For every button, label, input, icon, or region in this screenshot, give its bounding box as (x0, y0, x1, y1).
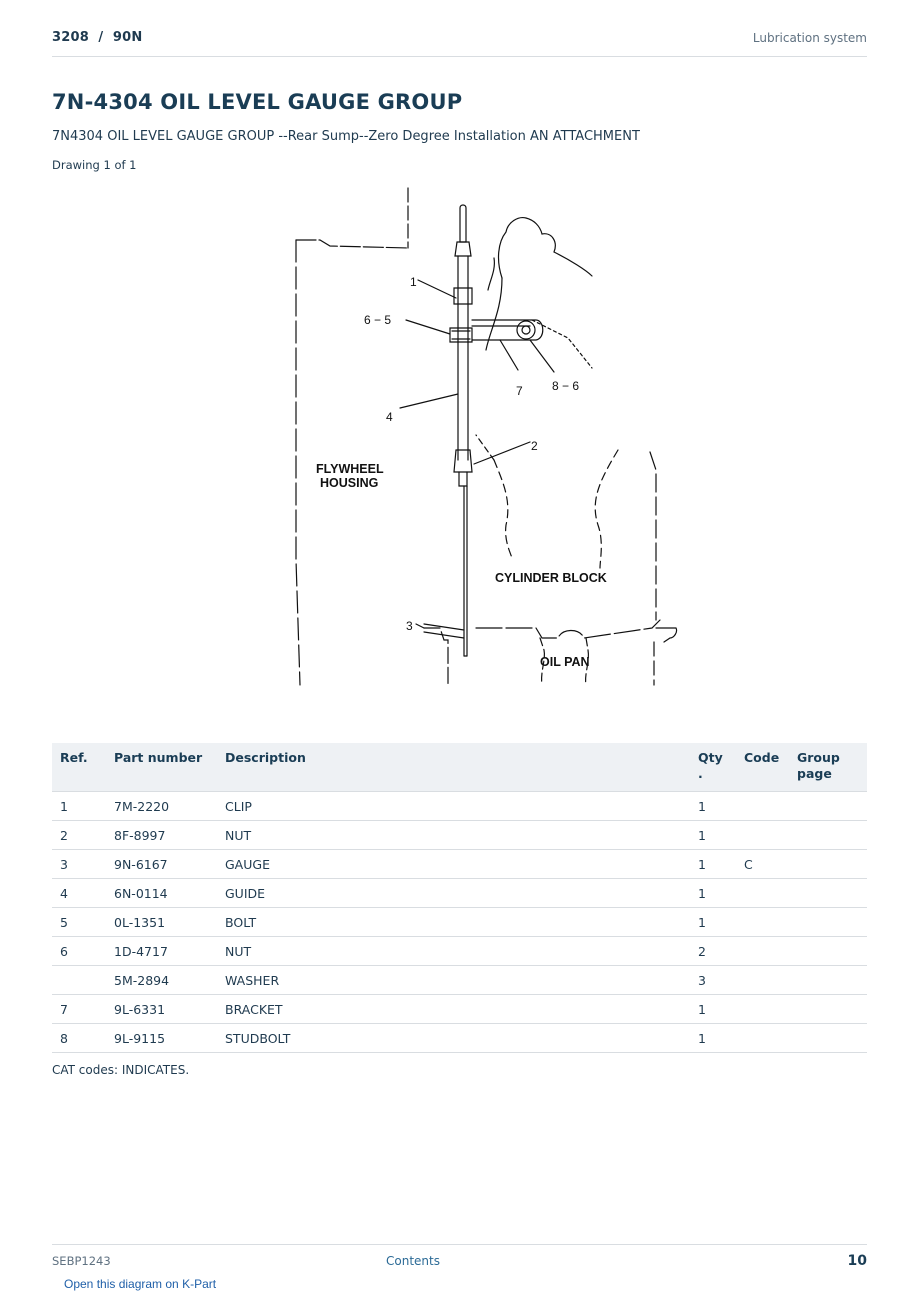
callout-6-5: 6 − 5 (364, 313, 392, 327)
drawing-label: Drawing 1 of 1 (52, 158, 137, 172)
cell-ref (52, 966, 106, 995)
cell-description: WASHER (217, 966, 690, 995)
table-row (52, 879, 867, 908)
parts-diagram (240, 180, 690, 725)
cell-description: CLIP (217, 792, 690, 821)
cell-description: BRACKET (217, 995, 690, 1024)
cell-ref: 1 (52, 792, 106, 821)
model-breadcrumb: 3208 / 90N (52, 30, 143, 45)
cell-group-page (789, 1024, 867, 1053)
parts-table (52, 743, 867, 1053)
cell-part-number: 6N-0114 (106, 879, 217, 908)
cell-group-page (789, 966, 867, 995)
cell-description: NUT (217, 937, 690, 966)
cell-ref: 2 (52, 821, 106, 850)
col-part-number: Part number (106, 743, 217, 792)
cylinder-block-label: CYLINDER BLOCK (495, 571, 607, 585)
cell-qty: 1 (690, 792, 736, 821)
cell-qty: 1 (690, 995, 736, 1024)
cell-ref: 8 (52, 1024, 106, 1053)
cell-code (736, 937, 789, 966)
table-row (52, 792, 867, 821)
cell-part-number: 1D-4717 (106, 937, 217, 966)
cell-description: STUDBOLT (217, 1024, 690, 1053)
cell-part-number: 8F-8997 (106, 821, 217, 850)
cell-qty: 1 (690, 821, 736, 850)
table-header-row (52, 743, 867, 792)
cell-description: NUT (217, 821, 690, 850)
page-title: 7N-4304 OIL LEVEL GAUGE GROUP (52, 90, 463, 114)
cell-code (736, 879, 789, 908)
col-description: Description (217, 743, 690, 792)
cell-group-page (789, 792, 867, 821)
col-group-page: Group page (789, 743, 867, 792)
col-code: Code (736, 743, 789, 792)
flywheel-label-line2: HOUSING (320, 476, 379, 490)
cell-group-page (789, 821, 867, 850)
callout-1: 1 (410, 275, 417, 289)
cell-qty: 1 (690, 1024, 736, 1053)
cell-group-page (789, 850, 867, 879)
cell-part-number: 9L-6331 (106, 995, 217, 1024)
cell-group-page (789, 908, 867, 937)
cell-ref: 3 (52, 850, 106, 879)
page-header (52, 28, 867, 57)
cell-description: GUIDE (217, 879, 690, 908)
cat-codes-note: CAT codes: INDICATES. (52, 1063, 190, 1077)
cell-group-page (789, 879, 867, 908)
cell-part-number: 9L-9115 (106, 1024, 217, 1053)
cell-code (736, 908, 789, 937)
table-row (52, 937, 867, 966)
cell-qty: 1 (690, 879, 736, 908)
table-row (52, 966, 867, 995)
callout-7: 7 (516, 384, 523, 398)
section-name: Lubrication system (752, 31, 867, 45)
table-row (52, 1024, 867, 1053)
cell-ref: 5 (52, 908, 106, 937)
table-row (52, 821, 867, 850)
cell-part-number: 9N-6167 (106, 850, 217, 879)
cell-part-number: 5M-2894 (106, 966, 217, 995)
open-diagram-kpart-link[interactable]: Open this diagram on K-Part (64, 1277, 217, 1291)
callout-2: 2 (531, 439, 538, 453)
oil-pan-label: OIL PAN (540, 655, 590, 669)
cell-description: GAUGE (217, 850, 690, 879)
cell-code (736, 966, 789, 995)
cell-qty: 2 (690, 937, 736, 966)
cell-qty: 1 (690, 850, 736, 879)
col-qty: Qty . (690, 743, 736, 792)
callout-3: 3 (406, 619, 413, 633)
page-subtitle: 7N4304 OIL LEVEL GAUGE GROUP --Rear Sump--Zero Degree Installation AN ATTACHMENT (52, 129, 640, 144)
col-ref: Ref. (52, 743, 106, 792)
cell-group-page (789, 937, 867, 966)
cell-qty: 3 (690, 966, 736, 995)
cell-code (736, 1024, 789, 1053)
table-row (52, 850, 867, 879)
contents-link[interactable]: Contents (386, 1254, 440, 1268)
document-id: SEBP1243 (52, 1254, 111, 1268)
cell-code (736, 995, 789, 1024)
cell-code (736, 792, 789, 821)
cell-part-number: 7M-2220 (106, 792, 217, 821)
cell-ref: 4 (52, 879, 106, 908)
cell-ref: 7 (52, 995, 106, 1024)
table-row (52, 995, 867, 1024)
table-row (52, 908, 867, 937)
cell-qty: 1 (690, 908, 736, 937)
cell-code: C (736, 850, 789, 879)
cell-description: BOLT (217, 908, 690, 937)
cell-group-page (789, 995, 867, 1024)
cell-part-number: 0L-1351 (106, 908, 217, 937)
callout-8-6: 8 − 6 (552, 379, 580, 393)
cell-ref: 6 (52, 937, 106, 966)
page-number: 10 (847, 1253, 867, 1269)
cell-code (736, 821, 789, 850)
flywheel-label-line1: FLYWHEEL (316, 462, 384, 476)
page-footer (52, 1244, 867, 1275)
callout-4: 4 (386, 410, 393, 424)
